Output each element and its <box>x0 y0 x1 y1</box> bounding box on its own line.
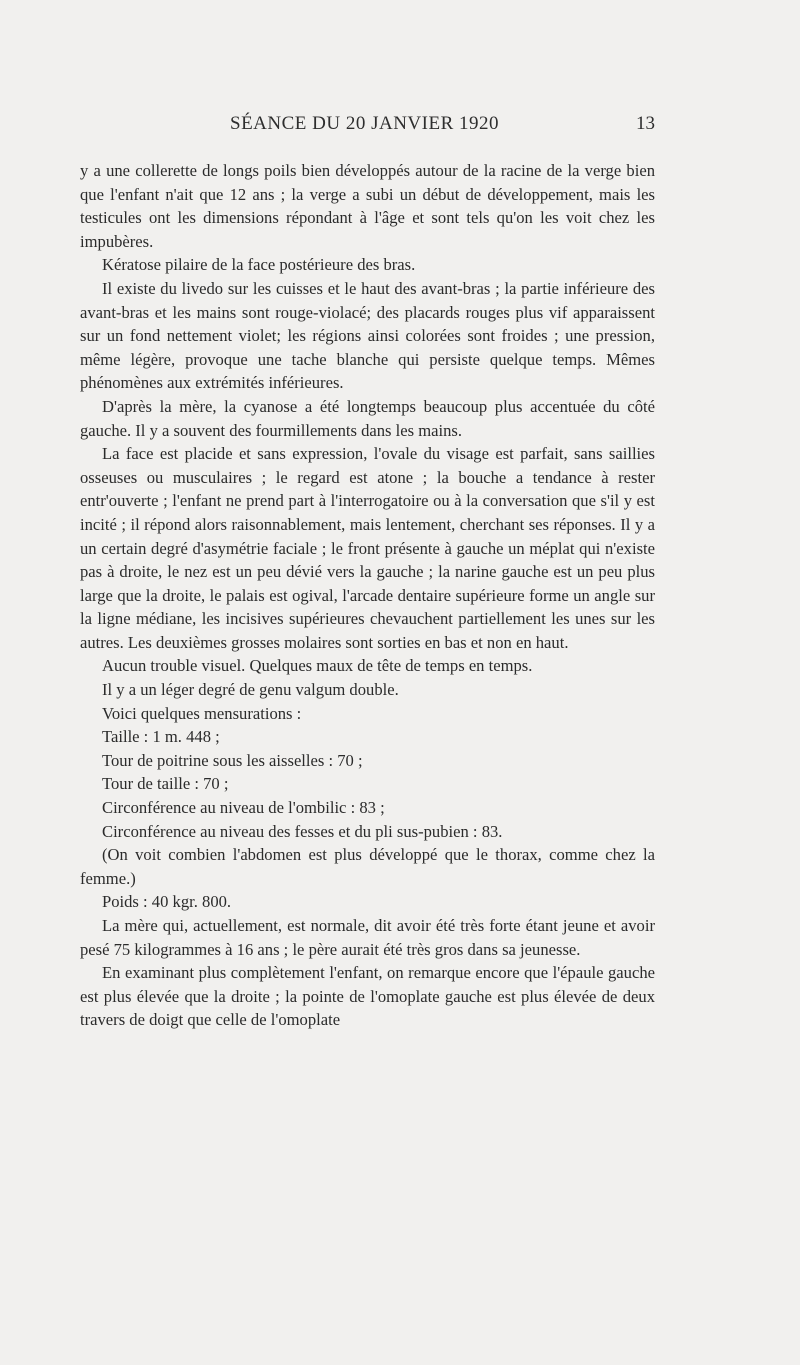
measurement-navel: Circonférence au niveau de l'ombilic : 83 ; <box>102 798 385 818</box>
paragraph-mother: La mère qui, actuellement, est normale, dit avoir été très forte étant jeune et avoir pesé 75 kilogrammes à 16 ans ; le père aurait été très gros dans sa jeunesse. <box>80 916 655 959</box>
measurement-hips: Circonférence au niveau des fesses et du pli sus-pubien : 83. <box>102 821 503 841</box>
paragraph-shoulder: En examinant plus complètement l'enfant, on remarque encore que l'épaule gauche est plus élevée que la droite ; la pointe de l'omoplate gauche est plus élevée de deux travers de doigt que celle de l'omoplate <box>80 963 655 1030</box>
measurement-weight: Poids : 40 kgr. 800. <box>102 892 232 912</box>
paragraph-2: Kératose pilaire de la face postérieure des bras. <box>102 255 416 275</box>
measurement-waist: Tour de taille : 70 ; <box>102 774 229 794</box>
page-number: 13 <box>636 113 655 134</box>
paragraph-6: Aucun trouble visuel. Quelques maux de tête de temps en temps. <box>102 656 533 676</box>
paragraph-7: Il y a un léger degré de genu valgum double. <box>102 680 399 700</box>
page-header <box>80 113 655 143</box>
paragraph-1: y a une collerette de longs poils bien développés autour de la racine de la verge bien que l'enfant n'ait que 12 ans ; la verge a subi un début de développement, mais les testicules ont les dimensions répondant à l'âge et sont tels qu'on les voit chez les impubères. <box>80 161 655 251</box>
paragraph-8: Voici quelques mensurations : <box>102 703 302 723</box>
paragraph-4: D'après la mère, la cyanose a été longtemps beaucoup plus accentuée du côté gauche. Il y a souvent des fourmillements dans les mains. <box>80 396 655 440</box>
paragraph-3: Il existe du livedo sur les cuisses et le haut des avant-bras ; la partie inférieure des avant-bras et les mains sont rouge-violacé; des placards rouges plus vif apparaissent sur un fond nettement violet; les régions ainsi colorées sont froides ; une pression, même légère, provoque une tache blanche qui persiste quelque temps. Mêmes phénomènes aux extrémités inférieures. <box>80 278 655 393</box>
paragraph-note: (On voit combien l'abdomen est plus développé que le thorax, comme chez la femme.) <box>80 845 655 888</box>
paragraph-5: La face est placide et sans expression, l'ovale du visage est parfait, sans saillies osseuses ou musculaires ; le regard est atone ; la bouche a tendance à rester entr'ouverte ; l'enfant ne prend part à l'interrogatoire ou à la conversation que s'il y est incité ; il répond alors raisonnablement, mais lentement, cherchant ses réponses. Il y a un certain degré d'asymétrie faciale ; le front présente à gauche un méplat qui n'existe pas à droite, le nez est un peu dévié vers la gauche ; la narine gauche est un peu plus large que la droite, le palais est ogival, l'arcade dentaire supérieure forme un angle sur la ligne médiane, les incisives supérieures chevauchent partiellement les unes sur les autres. Les deuxièmes grosses molaires sont sorties en bas et non en haut. <box>80 444 655 652</box>
body-text <box>80 159 655 1032</box>
measurement-height: Taille : 1 m. 448 ; <box>102 727 220 747</box>
measurement-chest: Tour de poitrine sous les aisselles : 70 ; <box>102 750 363 770</box>
running-title: SÉANCE DU 20 JANVIER 1920 <box>230 113 499 134</box>
